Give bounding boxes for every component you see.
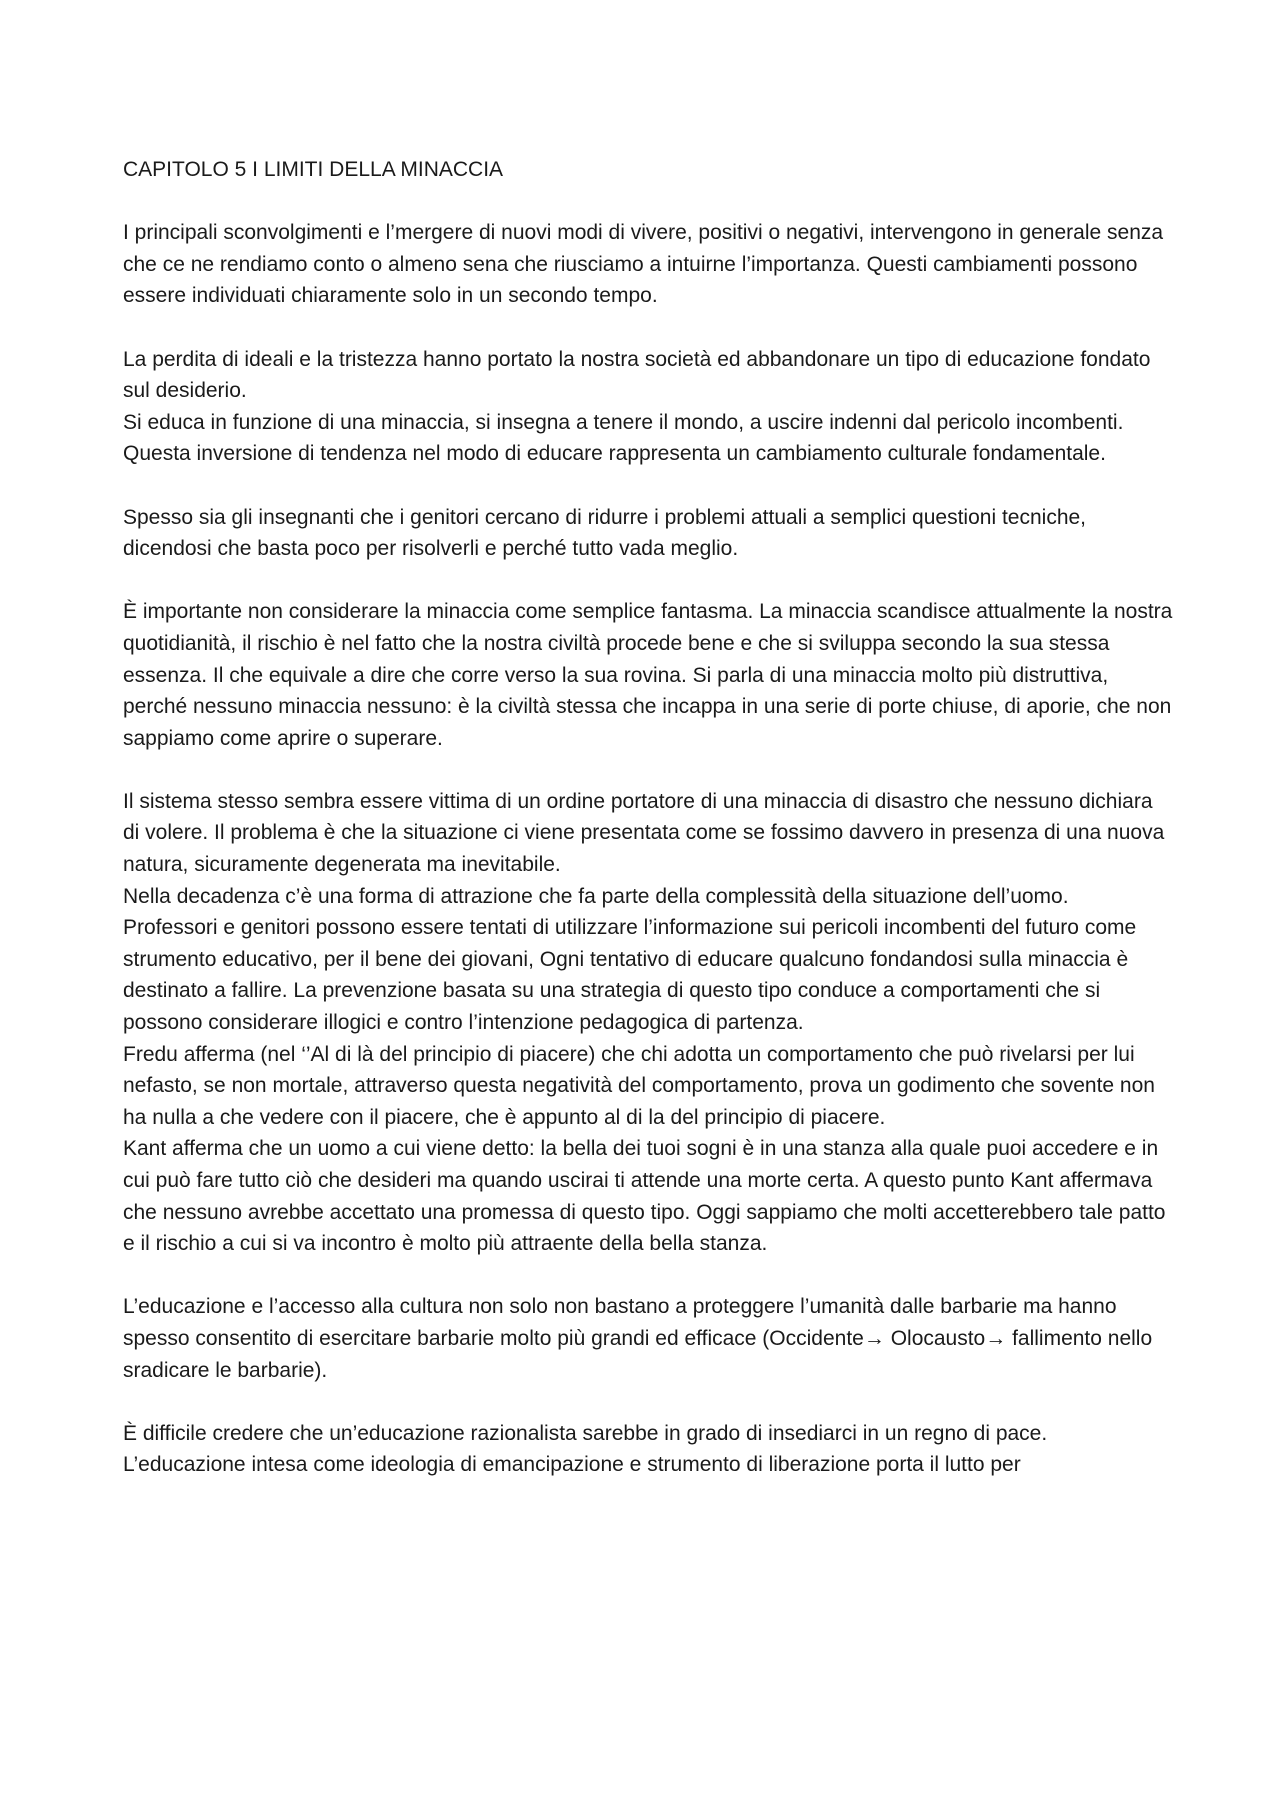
- paragraph-spacer: [123, 1260, 1173, 1292]
- paragraph-kant: Kant afferma che un uomo a cui viene detto: la bella dei tuoi sogni è in una stanza alla quale puoi accedere e in cui può fare tutto ciò che desideri ma quando uscirai ti attende una morte certa. A questo punto Kant affermava che nessuno avrebbe accettato una promessa di questo tipo. Oggi sappiamo che molti accetterebbero tale patto e il rischio a cui si va incontro è molto più attraente della bella stanza.: [123, 1137, 1166, 1256]
- paragraph-freud: Fredu afferma (nel ‘’Al di là del principio di piacere) che chi adotta un comportamento che può rivelarsi per lui nefasto, se non mortale, attraverso questa negatività del comportamento, prova un godimento che sovente non ha nulla a che vedere con il piacere, che è appunto al di la del principio di piacere.: [123, 1042, 1155, 1129]
- paragraph-ideals: La perdita di ideali e la tristezza hanno portato la nostra società ed abbandonare un tipo di educazione fondato sul desiderio.: [123, 347, 1151, 403]
- paragraph-intro: I principali sconvolgimenti e l’mergere di nuovi modi di vivere, positivi o negativi, intervengono in generale senza che ce ne rendiamo conto o almeno sena che riusciamo a intuirne l’importanza. Questi cambiamenti possono essere individuati chiaramente solo in un secondo tempo.: [123, 221, 1164, 308]
- paragraph-spacer: [123, 186, 1173, 218]
- paragraph-decadence: Nella decadenza c’è una forma di attrazione che fa parte della complessità della situazione dell’uomo.: [123, 884, 1069, 908]
- document-page: [123, 154, 1173, 1481]
- paragraph-prevention: Professori e genitori possono essere tentati di utilizzare l’informazione sui pericoli incombenti del futuro come strumento educativo, per il bene dei giovani, Ogni tentativo di educare qualcuno fondandosi sulla minaccia è destinato a fallire. La prevenzione basata su una strategia di questo tipo conduce a comportamenti che si possono considerare illogici e contro l’intenzione pedagogica di partenza.: [123, 916, 1137, 1035]
- paragraph-spacer: [123, 565, 1173, 597]
- paragraph-spacer: [123, 470, 1173, 502]
- paragraph-spacer: [123, 1386, 1173, 1418]
- paragraph-spacer: [123, 312, 1173, 344]
- paragraph-teachers-parents: Spesso sia gli insegnanti che i genitori cercano di ridurre i problemi attuali a semplici questioni tecniche, dicendosi che basta poco per risolverli e perché tutto vada meglio.: [123, 505, 1087, 561]
- paragraph-system-victim: Il sistema stesso sembra essere vittima di un ordine portatore di una minaccia di disastro che nessuno dichiara di volere. Il problema è che la situazione ci viene presentata come se fossimo davvero in presenza di una nuova natura, sicuramente degenerata ma inevitabile.: [123, 789, 1165, 877]
- paragraph-spacer: [123, 754, 1173, 786]
- paragraph-culture-barbarism: L’educazione e l’accesso alla cultura non solo non bastano a proteggere l’umanità dalle barbarie ma hanno spesso consentito di esercitare barbarie molto più grandi ed efficace (Occidente→ Olocausto→ fallimento nello sradicare le barbarie).: [123, 1295, 1153, 1382]
- paragraph-threat-education: Si educa in funzione di una minaccia, si insegna a tenere il mondo, a uscire indenni dal pericolo incombenti. Questa inversione di tendenza nel modo di educare rappresenta un cambiamento culturale fondamentale.: [123, 410, 1124, 466]
- paragraph-rationalist-education: È difficile credere che un’educazione razionalista sarebbe in grado di insediarci in un regno di pace. L’educazione intesa come ideologia di emancipazione e strumento di liberazione porta il lutto per: [123, 1421, 1048, 1477]
- chapter-title: CAPITOLO 5 I LIMITI DELLA MINACCIA: [123, 158, 504, 181]
- paragraph-threat-phantom: È importante non considerare la minaccia come semplice fantasma. La minaccia scandisce attualmente la nostra quotidianità, il rischio è nel fatto che la nostra civiltà procede bene e che si sviluppa secondo la sua stessa essenza. Il che equivale a dire che corre verso la sua rovina. Si parla di una minaccia molto più distruttiva, perché nessuno minaccia nessuno: è la civiltà stessa che incappa in una serie di porte chiuse, di aporie, che non sappiamo come aprire o superare.: [123, 600, 1173, 750]
